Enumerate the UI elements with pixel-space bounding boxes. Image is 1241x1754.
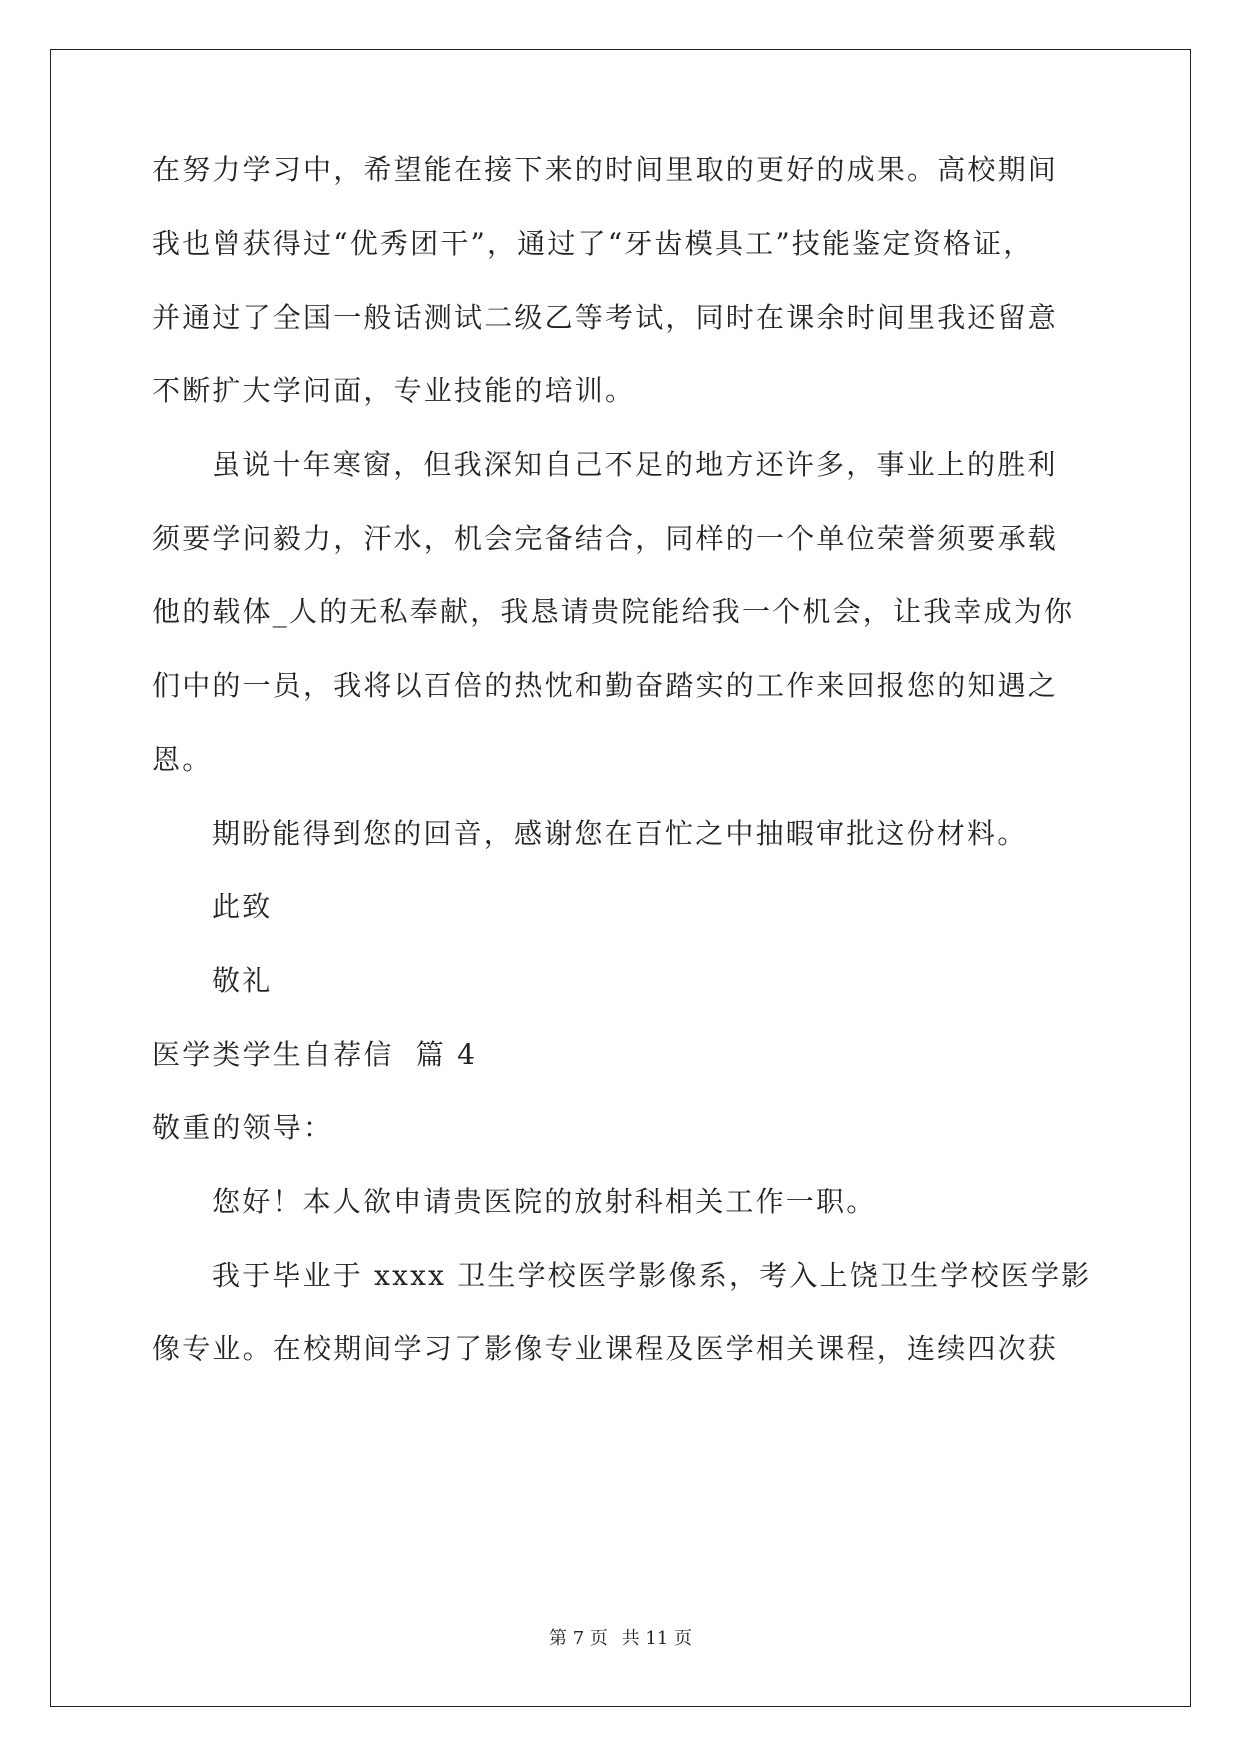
page-border [50,49,1191,1707]
text-line: 像专业。在校期间学习了影像专业课程及医学相关课程，连续四次获 [152,1332,1059,1365]
closing-line: 此致 [212,890,273,923]
page-footer [0,1624,1241,1650]
text-line: 他的载体_人的无私奉献，我恳请贵院能给我一个机会，让我幸成为你 [152,595,1075,628]
salutation: 敬重的领导： [152,1111,334,1144]
text-line: 恩。 [152,743,213,776]
page-number: 第 7 页 [549,1628,608,1649]
text-line: 您好！本人欲申请贵医院的放射科相关工作一职。 [212,1185,877,1218]
text-line: 虽说十年寒窗，但我深知自己不足的地方还许多，事业上的胜利 [212,448,1058,481]
text-line: 不断扩大学问面，专业技能的培训。 [152,374,636,407]
text-line: 我也曾获得过“优秀团干”，通过了“牙齿模具工”技能鉴定资格证， [152,227,1034,260]
closing-line: 敬礼 [212,964,273,997]
text-line: 们中的一员，我将以百倍的热忱和勤奋踏实的工作来回报您的知遇之 [152,669,1059,702]
text-line: 期盼能得到您的回音，感谢您在百忙之中抽暇审批这份材料。 [212,817,1028,850]
text-line: 我于毕业于 xxxx 卫生学校医学影像系，考入上饶卫生学校医学影 [212,1259,1092,1292]
section-title: 医学类学生自荐信 篇 4 [152,1038,478,1071]
page-total: 共 11 页 [621,1628,692,1649]
text-line: 在努力学习中，希望能在接下来的时间里取的更好的成果。高校期间 [152,153,1059,186]
text-line: 并通过了全国一般话测试二级乙等考试，同时在课余时间里我还留意 [152,301,1059,334]
text-line: 须要学问毅力，汗水，机会完备结合，同样的一个单位荣誉须要承载 [152,522,1059,555]
